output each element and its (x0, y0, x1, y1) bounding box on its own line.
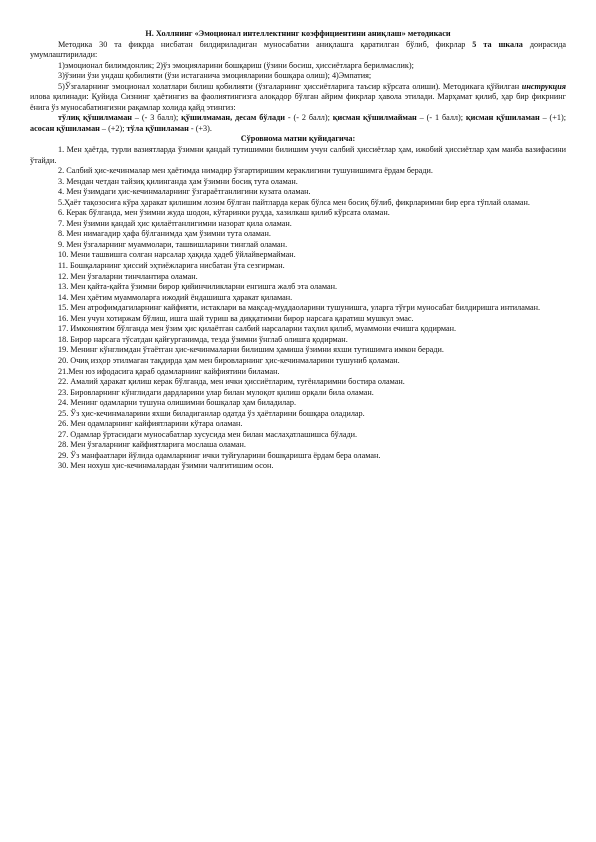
question-item: 11. Бошқаларнинг ҳиссий эҳтиёжларига нисбатан ўта сезгирман. (58, 261, 285, 271)
question-item: 5.Ҳаёт тақозосига кўра ҳаракат қилишим лозим бўлган пайтларда керак бўлса мен босиқ бўлиб, фикрларимни бир ерга тўплай оламан. (58, 197, 530, 207)
rating-value: – (+1); (539, 113, 566, 123)
question-item: 24. Менинг одамларни тушуна олишимни бошқалар ҳам биладилар. (58, 398, 296, 408)
question-item: 27. Одамлар ўртасидаги муносабатлар хусусида мен билан маслаҳатлашишса бўлади. (58, 429, 358, 439)
question-item: 28. Мен ўзгаларнинг кайфиятларига мослаша оламан. (58, 440, 246, 450)
question-item: 10. Мени ташвишга солган нарсалар ҳақида ҳадеб ўйлайвермайман. (58, 250, 296, 260)
rating-value: – (+2); (99, 123, 127, 133)
rating-value: - (- 2 балл); (284, 113, 333, 123)
scale-line: 3)ўзини ўзи ундаш қобилияти (ўзи истаганича эмоцияларини бошқара олиш); 4)Эмпатия; (58, 71, 372, 81)
question-item: 29. Ўз манфаатлари йўлида одамларнинг ички туйғуларини бошқаришга ёрдам бера оламан. (58, 450, 381, 460)
instruction-text: илова қилинади: Қуйида Сизнинг ҳаётингиз ва фаолиятингизга алоқадор бўлган айрим фикрлар ҳавола этилади. Марҳамат қилиб, ҳар бир фикрнинг ёнига ўз муносабатингизни рақамлар холида қайд этингиз: (30, 92, 566, 112)
question-item: 9. Мен ўзгаларнинг муаммолари, ташвишларини тинглай оламан. (58, 239, 288, 249)
rating-value: – (- 1 балл); (416, 113, 466, 123)
rating-label: тўла қўшиламан (126, 123, 189, 133)
question-item: 13. Мен қайта-қайта ўзимни бирор қийинчиликларни енгишга жалб эта оламан. (58, 282, 338, 292)
question-item: 14. Мен ҳаётим муаммоларга ижодий ёндашишга ҳаракат қиламан. (58, 292, 293, 302)
rating-label: тўлиқ қўшилмаман (58, 113, 133, 123)
rating-value: – (- 3 балл); (132, 113, 182, 123)
question-item: 1. Мен ҳаётда, турли вазиятларда ўзимни қандай тутишимни билишим учун салбий ҳиссиётлар ҳам, ижобий ҳиссиётлар ҳам манба вазифасини ўтайди. (30, 145, 566, 165)
rating-value: - (+3). (188, 123, 212, 133)
instruction-paragraph (30, 82, 566, 114)
question-item: 21.Мен юз ифодасига қараб одамларнинг кайфиятини биламан. (58, 366, 280, 376)
question-item: 23. Бировларнинг кўнглидаги дардларини улар билан мулоқот қилиш орқали била оламан. (58, 387, 374, 397)
rating-scale (30, 113, 566, 134)
question-item: 17. Имкониятим бўлганда мен ўзим ҳис қилаётган салбий нарсаларни таҳлил қилиб, муаммони ечишга қодирман. (58, 324, 457, 334)
rating-label: қисман қўшилмайман (332, 113, 417, 123)
question-item: 20. Очиқ изҳор этилмаган тақдирда ҳам мен бировларнинг ҳис-кечинмаларини тушуниб қоламан. (58, 355, 400, 365)
intro-paragraph (30, 40, 566, 61)
question-item: 16. Мен учун хотиржам бўлиш, ишга шай туриш ва диққатимни бирор нарсага қаратиш мушкул эмас. (58, 313, 414, 323)
question-item: 15. Мен атрофимдагиларнинг кайфияти, истаклари ва мақсад-муддаоларини тушунишга, уларга тўғри муносабат билдиришга интиламан. (58, 303, 541, 313)
rating-label: қисман қўшиламан (465, 113, 540, 123)
rating-label: асосан қўшиламан (30, 123, 100, 133)
question-item: 3. Мендан четдан тайзиқ қилинганда ҳам ўзимни босиқ тута оламан. (58, 176, 298, 186)
question-item: 6. Керак бўлганда, мен ўзимни жуда шодон, кўтаринки руҳда, хазилкаш қилиб кўрсата оламан. (58, 208, 390, 218)
question-item: 8. Мен нимагадир ҳафа бўлганимда ҳам ўзимни тута оламан. (58, 229, 271, 239)
instruction-word: инструкция (521, 81, 566, 91)
question-item: 2. Салбий ҳис-кечинмалар мен ҳаётимда нимадир ўзгартиришим кераклигини тушунишимга ёрдам беради. (58, 166, 433, 176)
question-item: 18. Бирор нарсага тўсатдан қайғурганимда, тезда ўзимни ўнглаб олишга қодирман. (58, 334, 348, 344)
scale-line: 5)Ўзгаларнинг эмоционал холатлари билиш қобилияти (ўзгаларнинг ҳиссиётларига таъсир кўрсата олиши). Методикага қўйилган (58, 81, 522, 91)
intro-text: Методика 30 та фикрда нисбатан билдириладиган муносабатни аниқлашга қаратилган бўлиб, фикрлар (58, 39, 473, 49)
rating-label: қўшилмаман, десам бўлади (181, 113, 285, 123)
question-item: 30. Мен нохуш ҳис-кечинмалардан ўзимни чалғитишим осон. (58, 461, 274, 471)
questions-list (30, 145, 566, 472)
question-item: 7. Мен ўзимни қандай ҳис қилаётганлигимни назорат қила оламан. (58, 218, 292, 228)
intro-bold-scales: 5 та шкала (472, 39, 523, 49)
question-item: 26. Мен одамларнинг кайфиятларини кўтара оламан. (58, 419, 243, 429)
scale-line: 1)эмоционал билимдонлик; 2)ўз эмоцияларини бошқариш (ўзини босиш, ҳиссиётларга берилмаслик); (58, 60, 414, 70)
question-item: 12. Мен ўзгаларни тинчлантира оламан. (58, 271, 198, 281)
question-item: 25. Ўз ҳис-кечинмаларини яхши биладиганлар одатда ўз ҳаётларини бошқара оладилар. (58, 408, 365, 418)
question-item: 4. Мен ўзимдаги ҳис-кечинмаларнинг ўзгараётганлигини кузата оламан. (58, 187, 311, 197)
question-item: 19. Менинг кўнглимдан ўтаётган ҳис-кечинмаларни билишим ҳамиша ўзимни яхши тутишимга имкон беради. (58, 345, 444, 355)
document-title: Н. Холлнинг «Эмоционал интеллектнинг коэффициентини аниқлаш» методикаси (145, 29, 451, 38)
questions-heading: Сўровнома матни қуйидагича: (240, 134, 356, 144)
intro-text-end: доирасида умумлаштирилади: (30, 39, 566, 60)
question-item: 22. Амалий ҳаракат қилиш керак бўлганда, мен ички ҳиссиётларим, туғёнларимни бостира оламан. (58, 377, 405, 387)
